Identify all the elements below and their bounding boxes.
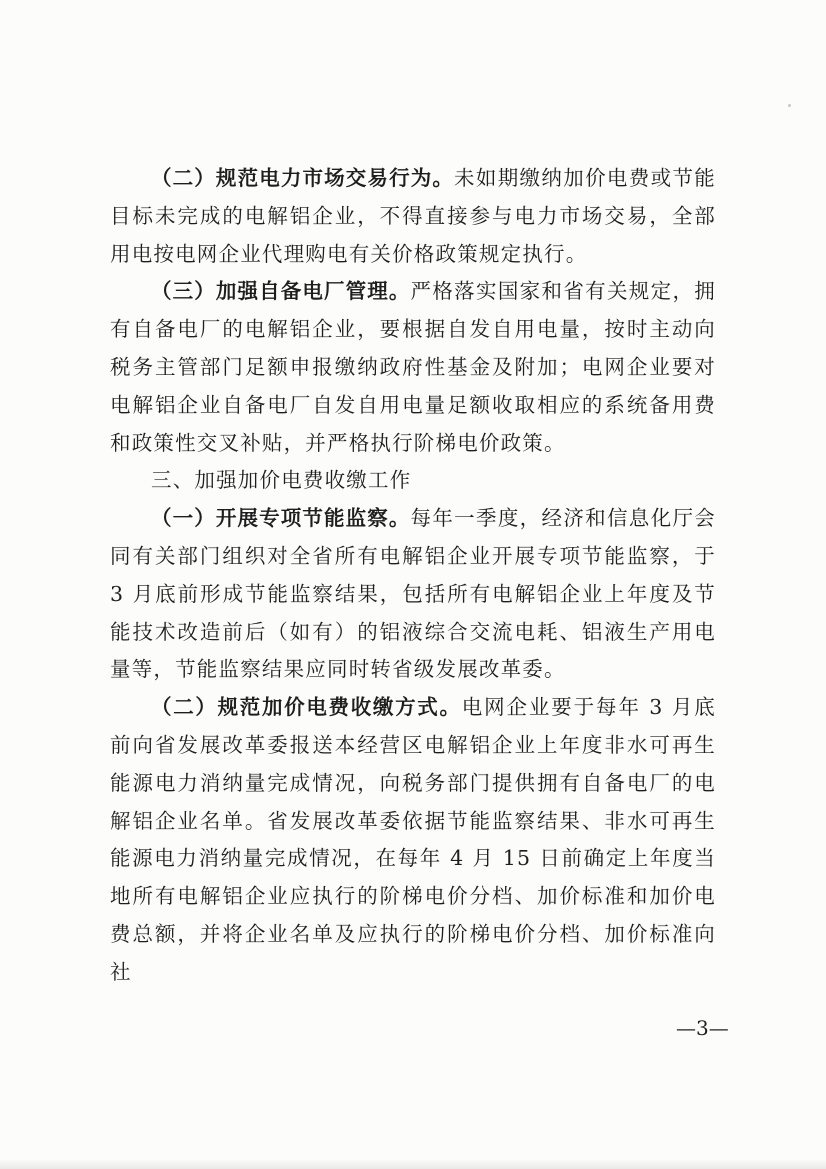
- paragraph-energy-inspection: [110, 500, 716, 689]
- page-number: —3—: [676, 1016, 729, 1040]
- item-heading: （二）规范加价电费收缴方式。: [151, 695, 462, 720]
- paragraph-self-owned-power-plant: [110, 273, 716, 462]
- paragraph-electricity-market: [110, 160, 716, 273]
- item-body: 每年一季度，经济和信息化厅会同有关部门组织对全省所有电解铝企业开展专项节能监察，于 3 月底前形成节能监察结果，包括所有电解铝企业上年度及节能技术改造前后（如有）的铝液综合交流电耗、铝液生产用电量等，节能监察结果应同时转省级发展改革委。: [110, 506, 716, 682]
- item-body: 未如期缴纳加价电费或节能目标未完成的电解铝企业，不得直接参与电力市场交易，全部用电按电网企业代理购电有关价格政策规定执行。: [110, 166, 716, 266]
- section-heading: 三、加强加价电费收缴工作: [151, 468, 412, 493]
- item-heading: （一）开展专项节能监察。: [151, 506, 411, 531]
- item-heading: （二）规范电力市场交易行为。: [151, 166, 455, 190]
- item-body: 严格落实国家和省有关规定，拥有自备电厂的电解铝企业，要根据自发自用电量，按时主动向税务主管部门足额申报缴纳政府性基金及附加；电网企业要对电解铝企业自备电厂自发自用电量足额收取相应的系统备用费和政策性交叉补贴，并严格执行阶梯电价政策。: [110, 279, 716, 455]
- scan-edge-shade: [0, 1159, 826, 1169]
- document-body: [110, 160, 716, 992]
- item-body: 电网企业要于每年 3 月底前向省发展改革委报送本经营区电解铝企业上年度非水可再生能源电力消纳量完成情况，向税务部门提供拥有自备电厂的电解铝企业名单。省发展改革委依据节能监察结果、非水可再生能源电力消纳量完成情况，在每年 4 月 15 日前确定上年度当地所有电解铝企业应执行的阶梯电价分档、加价标准和加价电费总额，并将企业名单及应执行的阶梯电价分档、加价标准向社: [110, 695, 716, 984]
- paragraph-fee-collection: [110, 689, 716, 991]
- item-heading: （三）加强自备电厂管理。: [151, 279, 411, 304]
- scan-speck: [788, 104, 791, 107]
